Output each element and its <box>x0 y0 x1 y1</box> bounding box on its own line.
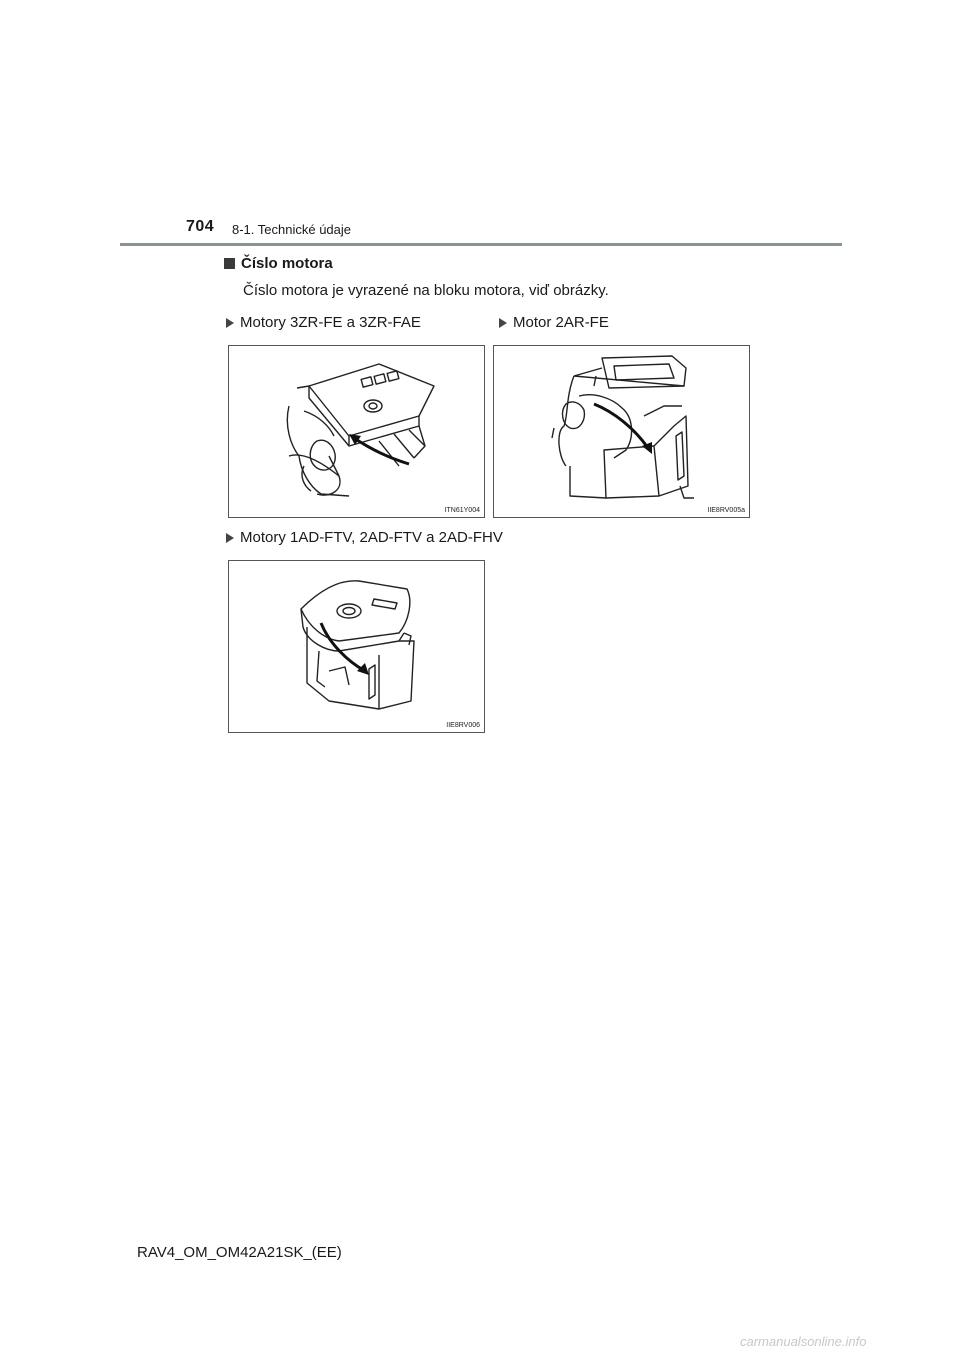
watermark: carmanualsonline.info <box>740 1334 867 1349</box>
engine-figure-3 <box>228 560 485 733</box>
engine-illustration-icon <box>229 561 486 734</box>
engine-illustration-icon <box>494 346 751 519</box>
figure-code: ITN61Y004 <box>444 507 480 514</box>
engine-illustration-icon <box>229 346 486 519</box>
triangle-bullet-icon <box>226 533 234 543</box>
figure-caption-2 <box>499 314 609 331</box>
triangle-bullet-icon <box>226 318 234 328</box>
figure-code: IIE8RV006 <box>446 722 480 729</box>
page-number: 704 <box>186 218 215 235</box>
figure-caption-text: Motory 3ZR-FE a 3ZR-FAE <box>240 314 421 331</box>
figure-caption-text: Motor 2AR-FE <box>513 314 609 331</box>
section-heading <box>224 255 333 272</box>
header-divider <box>120 243 842 246</box>
document-code: RAV4_OM_OM42A21SK_(EE) <box>137 1244 342 1261</box>
section-heading-text: Číslo motora <box>241 255 333 272</box>
section-title: 8-1. Technické údaje <box>232 222 352 237</box>
figure-code: IIE8RV005a <box>707 507 745 514</box>
square-bullet-icon <box>224 258 235 269</box>
figure-caption-3 <box>226 529 503 546</box>
figure-caption-text: Motory 1AD-FTV, 2AD-FTV a 2AD-FHV <box>240 529 503 546</box>
section-description: Číslo motora je vyrazené na bloku motora, viď obrázky. <box>243 282 609 299</box>
engine-figure-1 <box>228 345 485 518</box>
triangle-bullet-icon <box>499 318 507 328</box>
engine-figure-2 <box>493 345 750 518</box>
figure-caption-1 <box>226 314 421 331</box>
